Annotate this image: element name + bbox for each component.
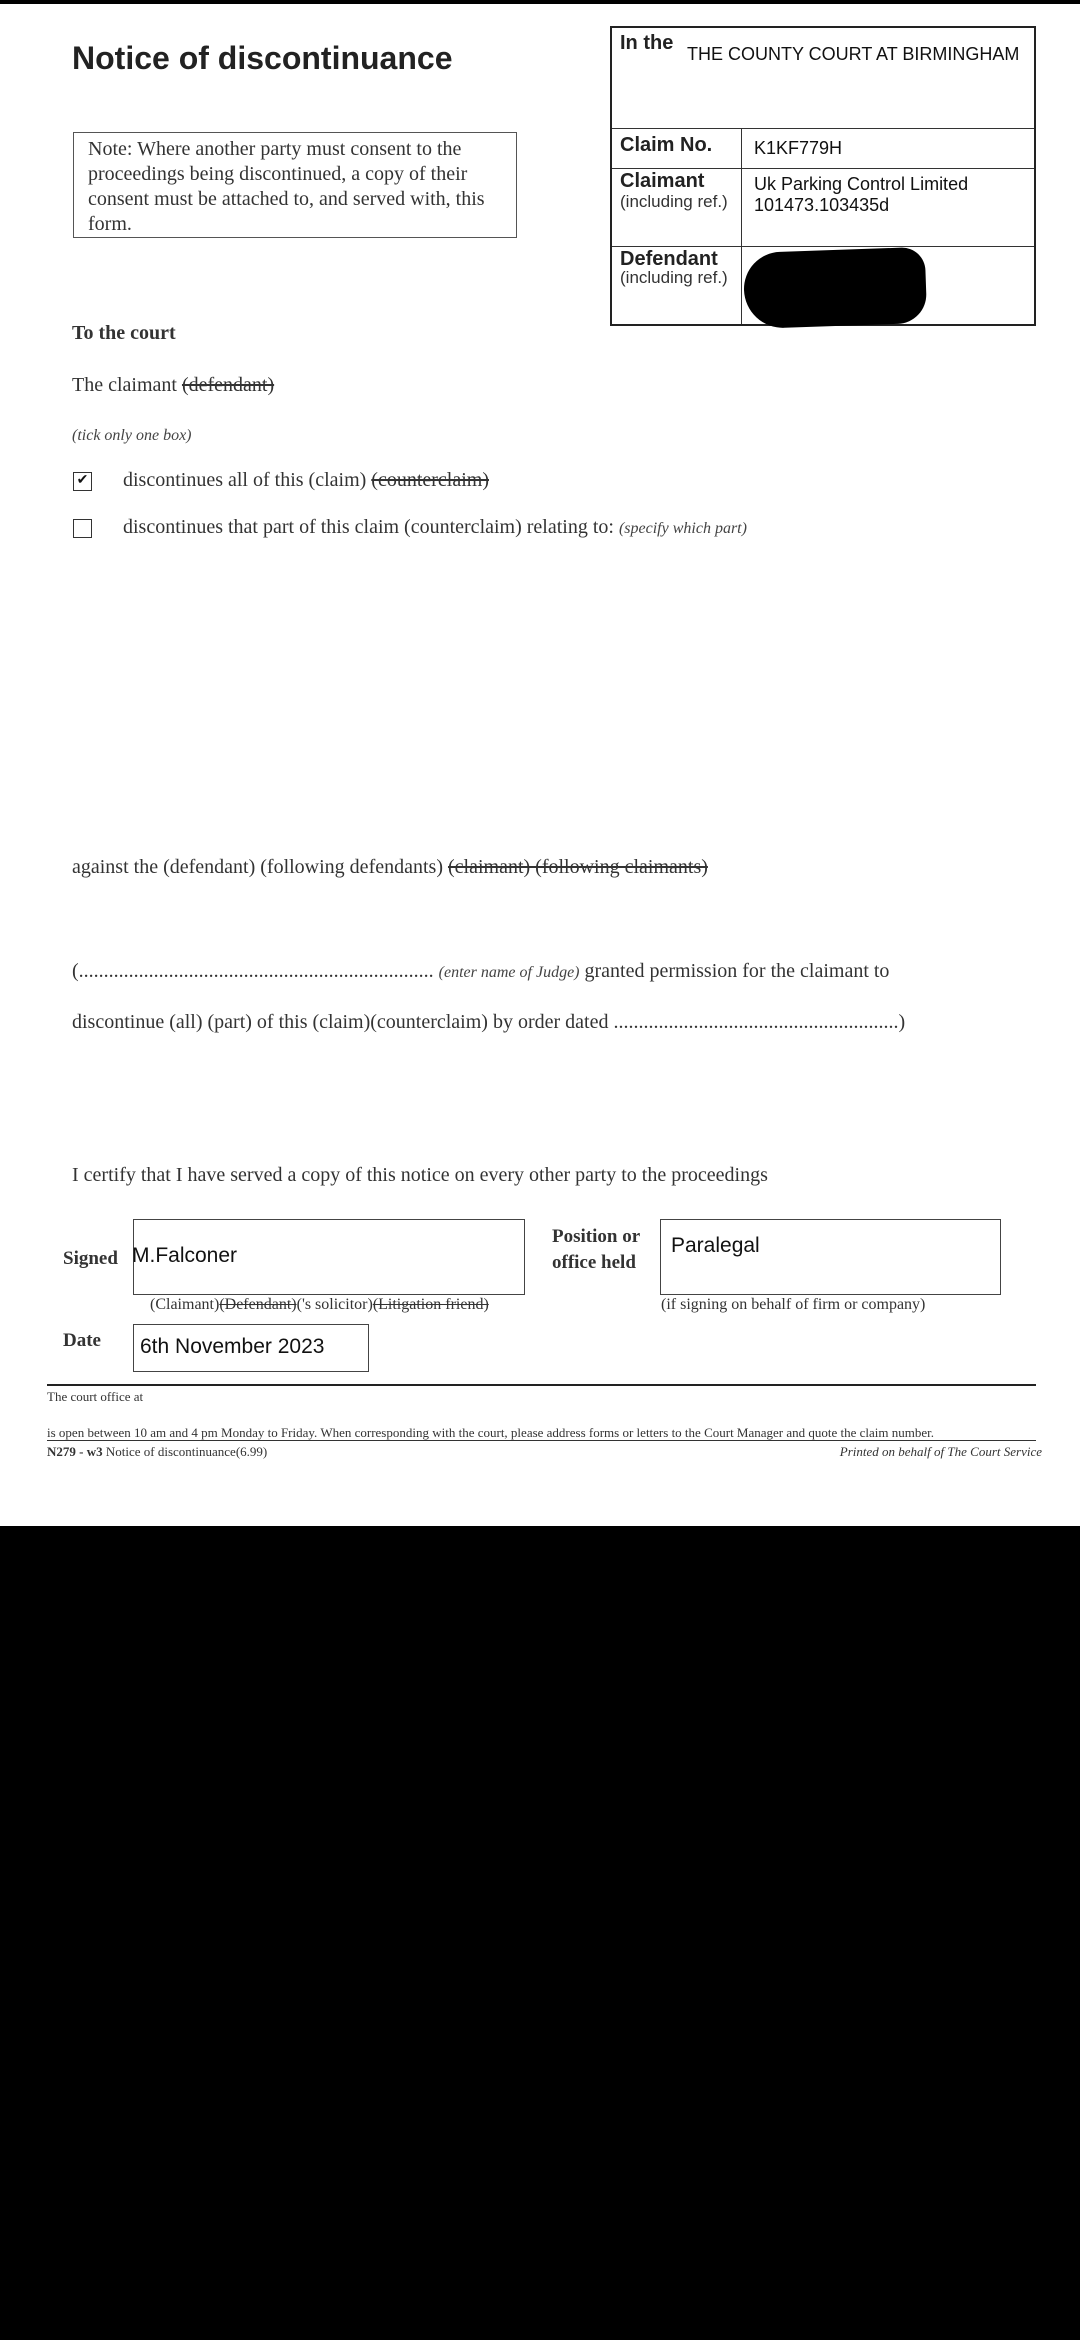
caption-litigation-friend: (Litigation friend) bbox=[372, 1296, 489, 1313]
against-line bbox=[72, 856, 708, 879]
redaction-mark bbox=[743, 247, 928, 329]
consent-note: Note: Where another party must consent to the proceedings being discontinued, a copy of their consent must be attached to, and served with, this form. bbox=[73, 132, 517, 238]
judge-line-2: discontinue (all) (part) of this (claim)(counterclaim) by order dated .........................................................) bbox=[72, 1011, 906, 1033]
to-court-heading: To the court bbox=[72, 322, 176, 344]
date-value: 6th November 2023 bbox=[140, 1335, 325, 1358]
claimant-prefix: The claimant bbox=[72, 374, 177, 396]
office-hours-text: is open between 10 am and 4 pm Monday to Friday. When corresponding with the court, please address forms or letters to the Court Manager and quote the claim number. bbox=[47, 1425, 935, 1440]
form-name: Notice of discontinuance(6.99) bbox=[105, 1444, 268, 1459]
position-value: Paralegal bbox=[671, 1234, 760, 1257]
option1-label: discontinues all of this (claim) bbox=[123, 469, 367, 491]
form-code: N279 - w3 bbox=[47, 1444, 103, 1459]
signed-label: Signed bbox=[63, 1248, 118, 1269]
position-label-line1: Position or bbox=[552, 1226, 641, 1247]
caption-defendant: (Defendant) bbox=[219, 1296, 297, 1313]
court-row bbox=[612, 28, 1034, 129]
position-label bbox=[552, 1224, 640, 1276]
tick-hint: (tick only one box) bbox=[72, 427, 192, 444]
footer-divider-2 bbox=[47, 1440, 1036, 1441]
discontinue-part-option bbox=[123, 516, 747, 539]
in-the-label: In the bbox=[620, 32, 674, 54]
court-name: THE COUNTY COURT AT BIRMINGHAM bbox=[687, 44, 1020, 64]
page-title: Notice of discontinuance bbox=[72, 40, 453, 76]
claimant-sub-label: (including ref.) bbox=[620, 192, 728, 211]
signed-value: M.Falconer bbox=[132, 1244, 238, 1267]
signed-caption bbox=[150, 1296, 489, 1314]
discontinue-all-option bbox=[123, 469, 489, 492]
against-struck: (claimant) (following claimants) bbox=[447, 856, 708, 878]
claimant-struck-option: (defendant) bbox=[181, 374, 275, 396]
claim-no-label: Claim No. bbox=[620, 134, 713, 156]
option2-hint: (specify which part) bbox=[618, 520, 747, 537]
claim-no-row bbox=[612, 128, 1034, 169]
court-details-table bbox=[610, 26, 1036, 326]
date-label: Date bbox=[63, 1330, 101, 1351]
judge-dots: (....................................................................... bbox=[72, 960, 434, 982]
position-label-line2: office held bbox=[552, 1252, 636, 1273]
against-text: against the (defendant) (following defendants) bbox=[72, 856, 443, 878]
discontinue-all-checkbox[interactable]: ✔ bbox=[73, 472, 92, 491]
judge-hint: (enter name of Judge) bbox=[438, 964, 580, 981]
claim-no-value: K1KF779H bbox=[754, 138, 843, 158]
option2-label: discontinues that part of this claim (counterclaim) relating to: bbox=[123, 516, 614, 538]
claimant-ref: 101473.103435d bbox=[754, 195, 890, 215]
claimant-name: Uk Parking Control Limited bbox=[754, 174, 969, 194]
judge-permission: granted permission for the claimant to bbox=[584, 960, 890, 982]
certify-statement: I certify that I have served a copy of this notice on every other party to the proceedings bbox=[72, 1164, 768, 1186]
judge-line-1 bbox=[72, 960, 889, 983]
discontinue-part-checkbox[interactable] bbox=[73, 519, 92, 538]
claimant-line bbox=[72, 374, 274, 397]
claimant-row bbox=[612, 168, 1034, 247]
defendant-sub-label: (including ref.) bbox=[620, 268, 728, 287]
position-field[interactable] bbox=[660, 1219, 1001, 1295]
court-office-text: The court office at bbox=[47, 1389, 144, 1404]
form-code-line bbox=[47, 1444, 267, 1460]
date-field[interactable] bbox=[133, 1324, 369, 1372]
defendant-label: Defendant bbox=[620, 248, 718, 270]
option1-struck: (counterclaim) bbox=[371, 469, 489, 491]
footer-divider bbox=[47, 1384, 1036, 1386]
form-page bbox=[0, 4, 1080, 1526]
caption-claimant: (Claimant) bbox=[150, 1296, 220, 1313]
printed-by: Printed on behalf of The Court Service bbox=[839, 1444, 1042, 1459]
signed-field[interactable] bbox=[133, 1219, 525, 1295]
defendant-row bbox=[612, 246, 1034, 324]
position-caption: (if signing on behalf of firm or company) bbox=[661, 1296, 926, 1313]
caption-solicitor: ('s solicitor) bbox=[296, 1296, 373, 1313]
claimant-label: Claimant bbox=[620, 170, 705, 192]
